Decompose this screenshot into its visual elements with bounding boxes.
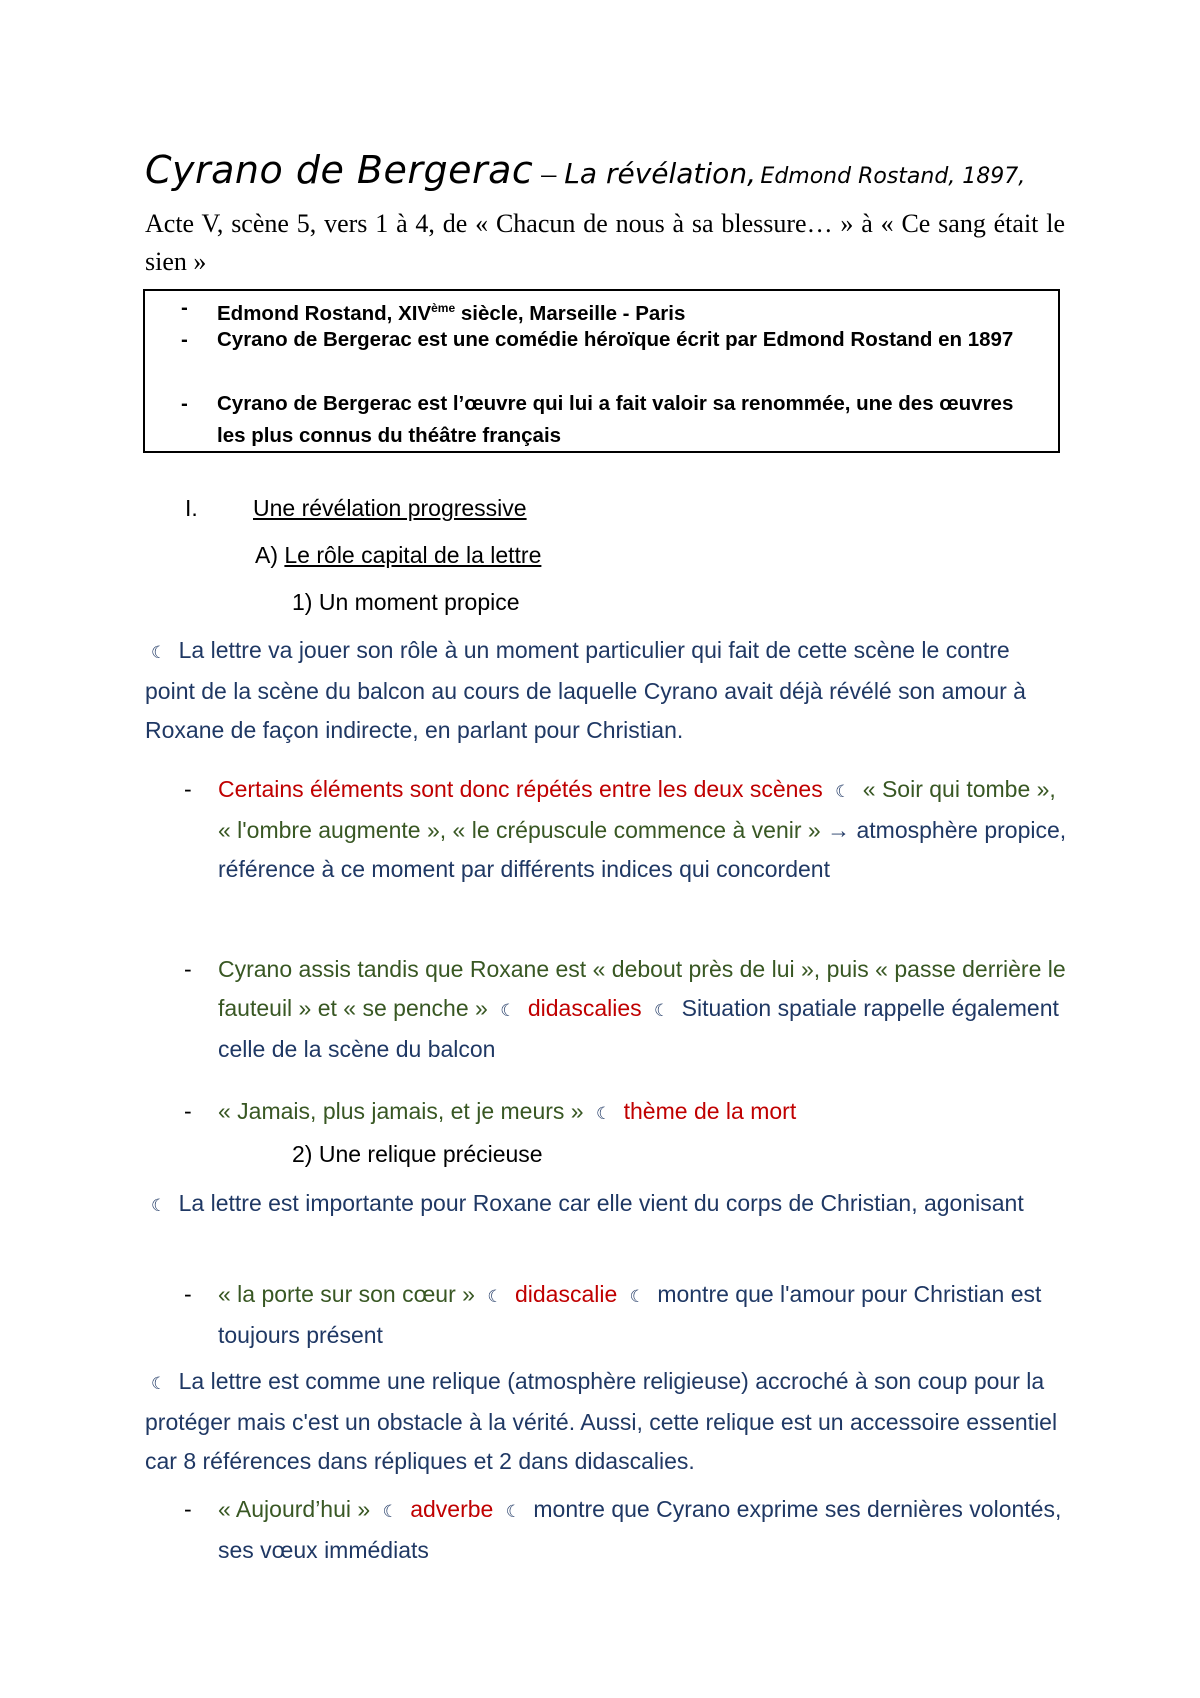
dash-marker: - [184, 956, 192, 982]
moon-icon: ☾ [151, 643, 167, 662]
heading-1-number: 1) [292, 589, 313, 615]
moon-icon: ☾ [595, 1104, 612, 1123]
heading-A-number: A) [255, 542, 278, 568]
bullet-3 [184, 1092, 1068, 1133]
bullet-2-green: Cyrano assis tandis que Roxane est « debout près de lui », puis « passe derrière le fauteuil » et « se penche » [218, 956, 1066, 1021]
paragraph-3-text: La lettre est comme une relique (atmosphère religieuse) accroché à son coup pour la protéger mais c'est un obstacle à la vérité. Aussi, cette relique est un accessoire essentiel car 8 références dans répliques et 2 dans didascalies. [145, 1368, 1058, 1474]
bullet-5-green: « Aujourd’hui » [218, 1496, 371, 1522]
bullet-3-green: « Jamais, plus jamais, et je meurs » [218, 1098, 584, 1124]
right-arrow-icon: → [827, 817, 851, 843]
dash-marker: - [184, 776, 192, 802]
summary-item-1-rest: siècle, Marseille - Paris [455, 301, 686, 325]
summary-item-2-text: Cyrano de Bergerac est une comédie héroïque écrit par Edmond Rostand en 1897 [217, 328, 1014, 351]
moon-icon: ☾ [500, 1001, 516, 1020]
dash-marker: - [184, 1496, 192, 1522]
bullet-4 [184, 1275, 1068, 1355]
bullet-1-green: « Soir qui tombe », « l'ombre augmente », « le crépuscule commence à venir » [218, 776, 1056, 843]
heading-2 [292, 1139, 543, 1169]
dash-marker: - [184, 1098, 192, 1124]
dash-marker: - [184, 1281, 192, 1307]
document-subtitle: Acte V, scène 5, vers 1 à 4, de « Chacun de nous à sa blessure… » à « Ce sang était le sien » [145, 209, 1065, 276]
moon-icon: ☾ [382, 1502, 398, 1521]
bullet-2 [184, 950, 1068, 1069]
moon-icon: ☾ [654, 1001, 670, 1020]
dash-marker: - [181, 296, 188, 319]
heading-I [185, 493, 527, 523]
summary-item [181, 388, 1047, 452]
moon-icon: ☾ [835, 782, 851, 801]
heading-A [255, 540, 541, 570]
paragraph-3 [145, 1362, 1065, 1481]
bullet-2-blue: Situation spatiale rappelle également celle de la scène du balcon [218, 995, 1059, 1062]
title-main: Cyrano de Bergerac [145, 148, 534, 192]
heading-2-title: Une relique précieuse [318, 1141, 543, 1167]
heading-1 [292, 587, 520, 617]
summary-item [181, 324, 1047, 356]
dash-marker: - [181, 328, 188, 351]
bullet-1-blue: atmosphère propice, référence à ce moment par différents indices qui concordent [218, 817, 1067, 882]
bullet-4-red: didascalie [514, 1281, 618, 1307]
heading-1-title: Un moment propice [318, 589, 520, 615]
heading-2-number: 2) [292, 1141, 313, 1167]
paragraph-2 [145, 1184, 1065, 1225]
paragraph-1-text: La lettre va jouer son rôle à un moment particulier qui fait de cette scène le contre point de la scène du balcon au cours de laquelle Cyrano avait déjà révélé son amour à Roxane de façon indirecte, en parlant pour Christian. [145, 637, 1026, 743]
title-dash: – [541, 157, 557, 190]
summary-item-1-text: Edmond Rostand, XIV [217, 301, 432, 325]
moon-icon: ☾ [629, 1287, 645, 1306]
bullet-4-blue: montre que l'amour pour Christian est toujours présent [218, 1281, 1042, 1348]
paragraph-2-text: La lettre est importante pour Roxane car elle vient du corps de Christian, agonisant [178, 1190, 1024, 1216]
moon-icon: ☾ [487, 1287, 503, 1306]
title-subtitle: La révélation, [564, 157, 756, 190]
moon-icon: ☾ [505, 1502, 521, 1521]
moon-icon: ☾ [151, 1196, 167, 1215]
moon-icon: ☾ [151, 1374, 167, 1393]
bullet-1-red: Certains éléments sont donc répétés entre les deux scènes [218, 776, 823, 802]
bullet-1 [184, 770, 1068, 889]
superscript: ème [431, 301, 456, 315]
bullet-5-red: adverbe [410, 1496, 494, 1522]
bullet-5-blue: montre que Cyrano exprime ses dernières volontés, ses vœux immédiats [218, 1496, 1062, 1563]
heading-I-number: I. [185, 495, 198, 521]
dash-marker: - [181, 392, 188, 415]
summary-item-3-text: Cyrano de Bergerac est l’œuvre qui lui a fait valoir sa renommée, une des œuvres les plus connus du théâtre français [217, 392, 1014, 447]
bullet-5 [184, 1490, 1068, 1570]
title-author: Edmond Rostand, 1897, [760, 164, 1026, 189]
paragraph-1 [145, 631, 1065, 750]
bullet-2-red: didascalies [527, 995, 642, 1021]
bullet-3-red: thème de la mort [623, 1098, 797, 1124]
heading-A-title: Le rôle capital de la lettre [284, 542, 542, 568]
heading-I-title: Une révélation progressive [253, 495, 527, 521]
bullet-4-green: « la porte sur son cœur » [218, 1281, 475, 1307]
document-title [145, 148, 1065, 192]
summary-box [143, 289, 1060, 453]
